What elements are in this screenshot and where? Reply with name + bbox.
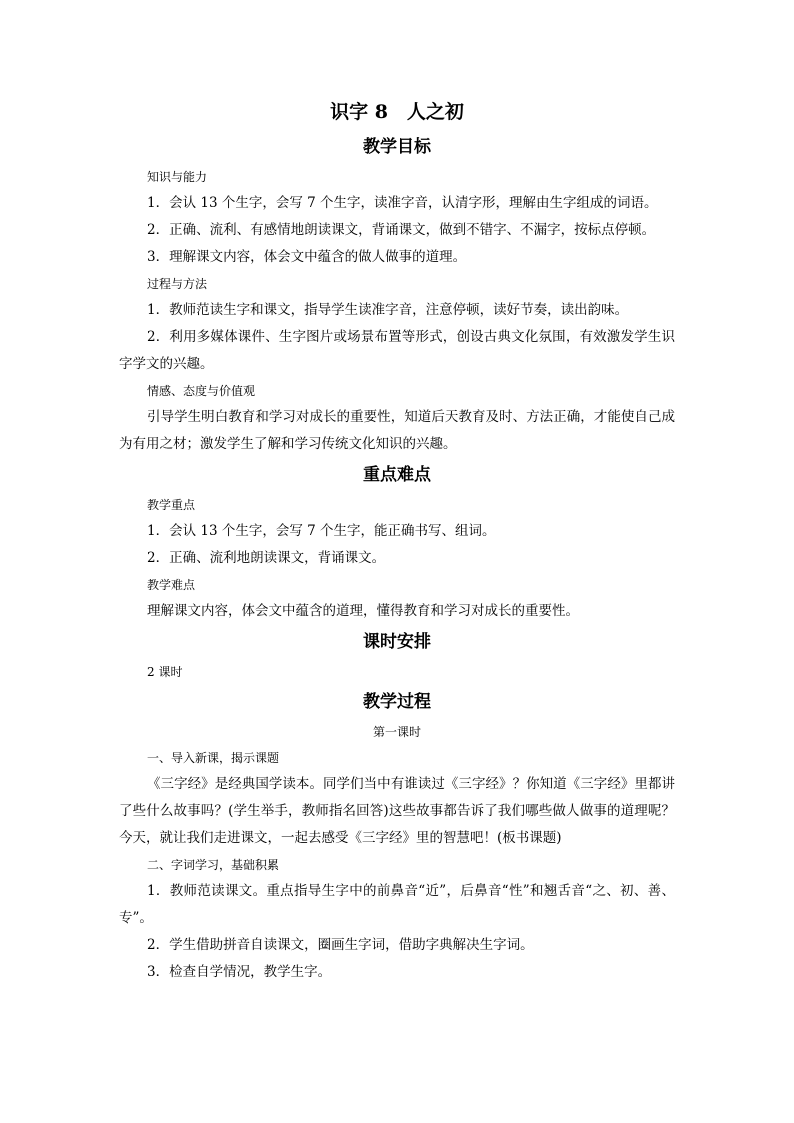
label-knowledge-ability: 知识与能力 (147, 170, 208, 184)
step1-label: 一、导入新课，揭示课题 (147, 751, 280, 765)
document-title: 识字 8 人之初 (330, 101, 464, 123)
schedule-text: 2 课时 (147, 665, 183, 679)
step2-label: 二、字词学习，基础积累 (147, 858, 280, 872)
difficulty-text: 理解课文内容，体会文中蕴含的道理，懂得教育和学习对成长的重要性。 (147, 603, 579, 619)
lesson-label: 第一课时 (372, 725, 421, 739)
heading-key-points: 重点难点 (363, 465, 431, 485)
step2-item-2: 2．学生借助拼音自读课文，圈画生字词，借助字典解决生字词。 (147, 937, 534, 953)
goal-knowledge-3: 3．理解课文内容，体会文中蕴含的做人做事的道理。 (147, 249, 467, 265)
label-values: 情感、态度与价值观 (147, 384, 256, 398)
step2-item-3: 3．检查自学情况，教学生字。 (147, 964, 332, 980)
focus-item-1: 1．会认 13 个生字，会写 7 个生字，能正确书写、组词。 (147, 523, 496, 539)
heading-teaching-process: 教学过程 (363, 692, 431, 712)
label-teaching-difficulty: 教学难点 (147, 578, 196, 592)
heading-teaching-goals: 教学目标 (363, 137, 431, 157)
document-content (119, 98, 675, 986)
label-teaching-focus: 教学重点 (147, 498, 196, 512)
step1-text: 《三字经》是经典国学读本。同学们当中有谁读过《三字经》？你知道《三字经》里都讲了些什么故事吗？(学生举手，教师指名回答)这些故事都告诉了我们哪些做人做事的道理呢？今天，就让我们走进课文，一起去感受《三字经》里的智慧吧！(板书课题) (119, 776, 675, 846)
focus-item-2: 2．正确、流利地朗读课文，背诵课文。 (147, 550, 386, 566)
label-process-method: 过程与方法 (147, 277, 208, 291)
goal-knowledge-2: 2．正确、流利、有感情地朗读课文，背诵课文，做到不错字、不漏字，按标点停顿。 (147, 222, 656, 238)
goal-knowledge-1: 1．会认 13 个生字，会写 7 个生字，读准字音，认清字形，理解由生字组成的词语。 (147, 195, 658, 211)
goal-values-text: 引导学生明白教育和学习对成长的重要性，知道后天教育及时、方法正确，才能使自己成为有用之材；激发学生了解和学习传统文化知识的兴趣。 (119, 409, 675, 452)
heading-schedule: 课时安排 (363, 632, 431, 652)
goal-process-1: 1．教师范读生字和课文，指导学生读准字音，注意停顿，读好节奏，读出韵味。 (147, 302, 629, 318)
step2-item-1: 1．教师范读课文。重点指导生字中的前鼻音“近”，后鼻音“性”和翘舌音“之、初、善、专”。 (119, 883, 675, 926)
goal-process-2: 2．利用多媒体课件、生字图片或场景布置等形式，创设古典文化氛围，有效激发学生识字学文的兴趣。 (119, 329, 675, 372)
